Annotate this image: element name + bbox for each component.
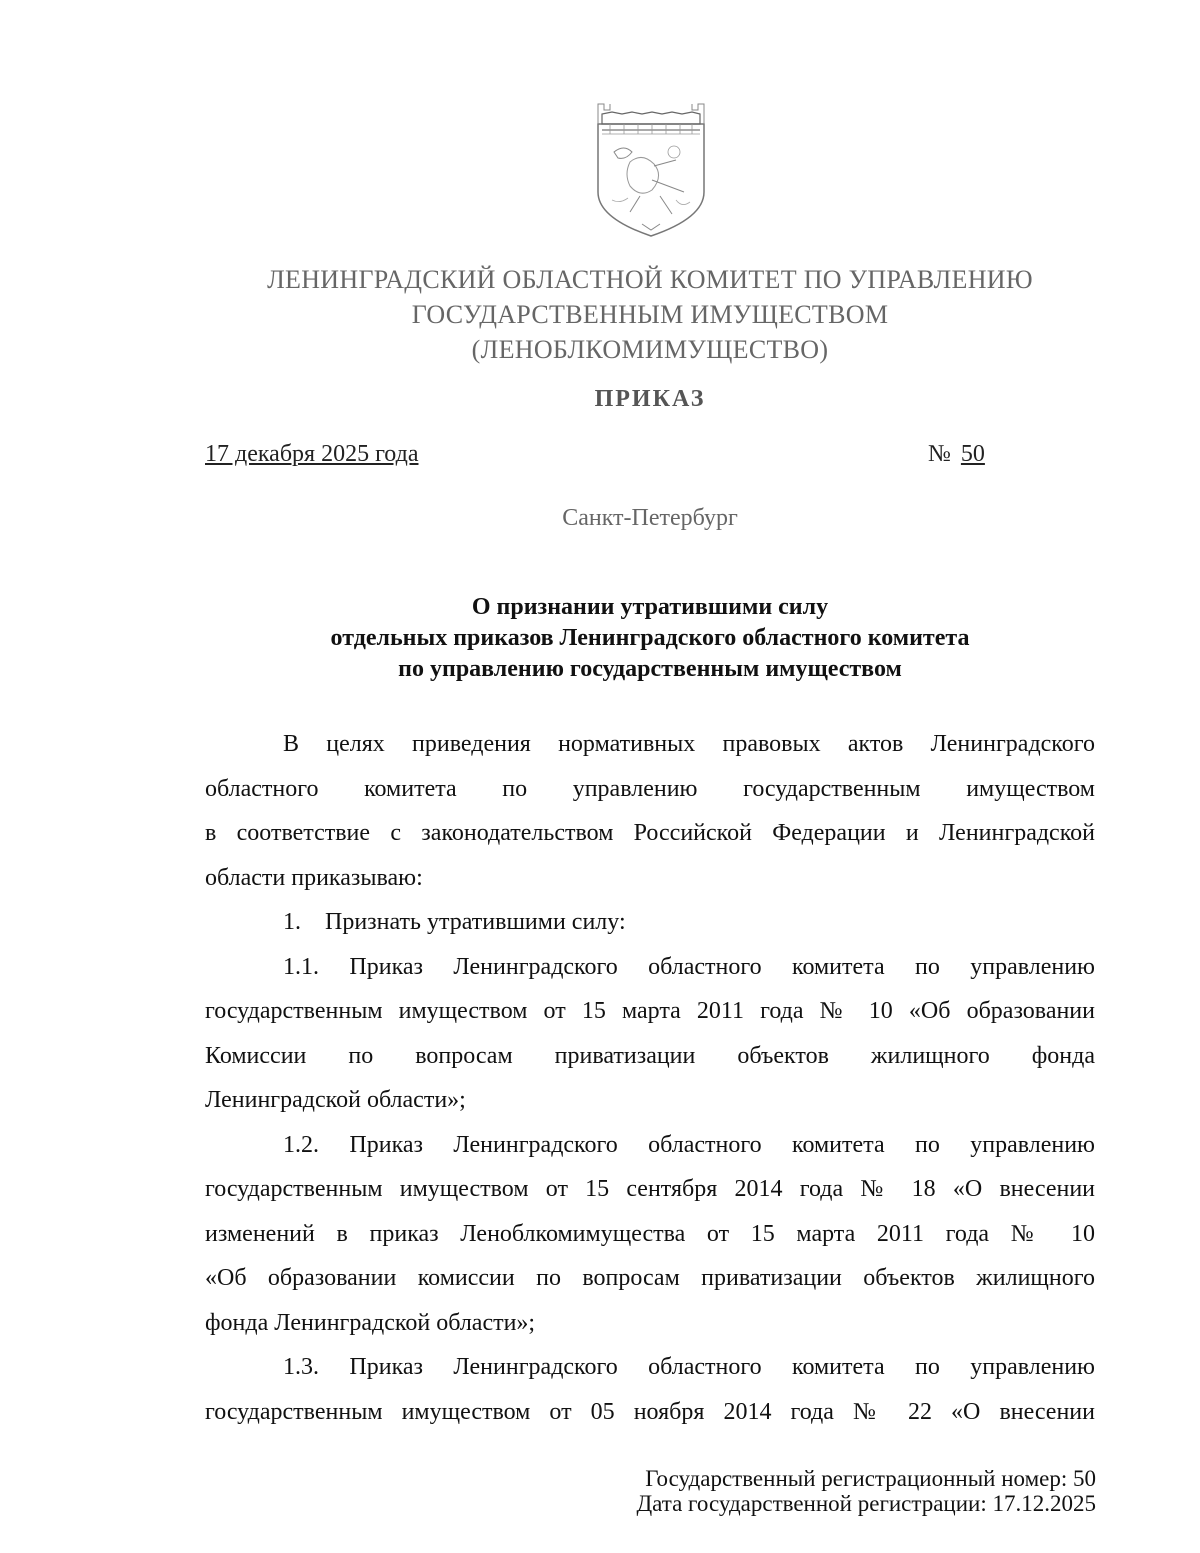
registration-number: Государственный регистрационный номер: 50	[645, 1466, 1096, 1491]
body-line: Ленинградской области»;	[205, 1087, 466, 1113]
body-line: В целях приведения нормативных правовых актов Ленинградского	[283, 731, 1095, 757]
registration-stamp	[636, 1466, 1096, 1516]
body-line: областного комитета по управлению государственным имуществом	[205, 775, 1095, 802]
org-line-2: ГОСУДАРСТВЕННЫМ ИМУЩЕСТВОМ	[411, 300, 889, 329]
city-name: Санкт-Петербург	[562, 505, 738, 531]
organization-name	[200, 262, 1100, 367]
org-line-3: (ЛЕНОБЛКОМИМУЩЕСТВО)	[471, 335, 829, 364]
body-line: в соответствие с законодательством Российской Федерации и Ленинградской	[205, 820, 1095, 846]
body-line: 1.2. Приказ Ленинградского областного комитета по управлению	[283, 1131, 1095, 1158]
number-value: 50	[960, 441, 985, 467]
number-label: №	[928, 441, 951, 467]
order-title	[205, 592, 1095, 685]
body-line: области приказываю:	[205, 864, 423, 891]
body-line: «Об образовании комиссии по вопросам приватизации объектов жилищного	[205, 1265, 1095, 1291]
registration-date: Дата государственной регистрации: 17.12.2025	[636, 1491, 1096, 1516]
body-line: 1.3. Приказ Ленинградского областного комитета по управлению	[283, 1354, 1095, 1380]
body-line: Комиссии по вопросам приватизации объектов жилищного фонда	[205, 1042, 1095, 1069]
org-line-1: ЛЕНИНГРАДСКИЙ ОБЛАСТНОЙ КОМИТЕТ ПО УПРАВЛЕНИЮ	[267, 265, 1033, 294]
title-line-2: отдельных приказов Ленинградского областного комитета	[330, 625, 970, 651]
order-number	[928, 441, 991, 468]
title-line-1: О признании утратившими силу	[471, 594, 829, 620]
body-line: изменений в приказ Леноблкомимущества от 15 марта 2011 года № 10	[205, 1220, 1095, 1247]
document-type: ПРИКАЗ	[594, 386, 706, 412]
body-line: государственным имуществом от 05 ноября 2014 года № 22 «О внесении	[205, 1398, 1095, 1425]
order-body	[205, 722, 1095, 1434]
body-line: фонда Ленинградской области»;	[205, 1309, 536, 1336]
body-line: 1.1. Приказ Ленинградского областного комитета по управлению	[283, 953, 1095, 980]
body-line: 1. Признать утратившими силу:	[283, 909, 626, 935]
title-line-3: по управлению государственным имуществом	[398, 656, 902, 682]
order-date: 17 декабря 2025 года	[205, 441, 419, 467]
body-line: государственным имуществом от 15 марта 2011 года № 10 «Об образовании	[205, 998, 1095, 1024]
coat-of-arms-icon	[590, 100, 712, 240]
body-line: государственным имуществом от 15 сентября 2014 года № 18 «О внесении	[205, 1176, 1095, 1202]
